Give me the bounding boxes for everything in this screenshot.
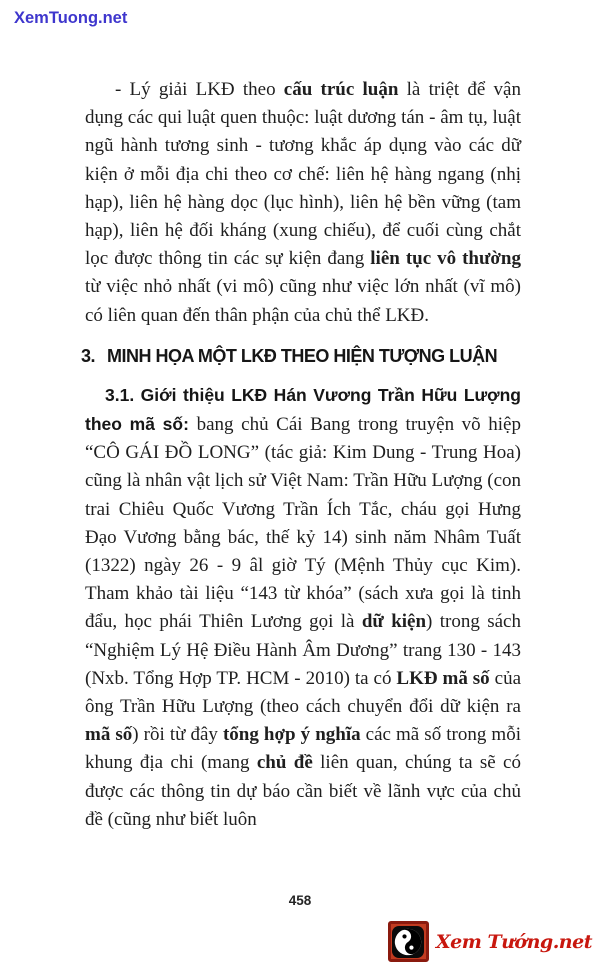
page-number: 458 xyxy=(288,893,312,908)
logo-site-name: Xem Tướng.net xyxy=(435,930,592,953)
text-run-bold: mã số xyxy=(85,724,133,746)
yinyang-icon xyxy=(388,921,429,962)
text-run-bold: LKĐ mã số xyxy=(396,667,490,689)
text-run-bold-sans: 3.1. Giới thiệu LKĐ Hán Vương Trần Hữu Lượng theo mã số: xyxy=(85,384,521,435)
yinyang-glyph xyxy=(394,928,422,956)
text-run: ) rồi từ đây xyxy=(132,724,223,746)
text-run: của ông Trần Hữu Lượng (theo cách chuyển đổi dữ kiện ra xyxy=(85,667,521,718)
page-content xyxy=(81,76,521,834)
paragraph-intro-lkd xyxy=(85,381,521,834)
text-run: ) trong sách “Nghiệm Lý Hệ Điều Hành Âm Dương” trang 130 - 143 (Nxb. Tổng Hợp TP. HCM - 2010) ta có xyxy=(85,611,521,689)
text-run: liên quan, chúng ta sẽ có được các thông tin dự báo cần biết về lãnh vực của chủ đề (cũng như biết luôn xyxy=(85,752,521,830)
section-title: MINH HỌA MỘT LKĐ THEO HIỆN TƯỢNG LUẬN xyxy=(107,345,498,366)
section-heading xyxy=(81,346,521,367)
xemtuong-watermark-link[interactable]: XemTuong.net xyxy=(14,9,128,27)
text-run-bold: dữ kiện xyxy=(361,611,427,633)
text-run: từ việc nhỏ nhất (vi mô) cũng như việc lớn nhất (vĩ mô) có liên quan đến thân phận của chủ thể LKĐ. xyxy=(85,276,521,326)
text-run: các mã số trong mỗi khung địa chi (mang xyxy=(85,724,521,774)
text-run: - Lý giải LKĐ theo xyxy=(115,79,284,100)
section-number: 3. xyxy=(81,345,96,366)
paragraph-structural-analysis xyxy=(85,76,521,330)
text-run-bold: liên tục vô thường xyxy=(370,248,521,270)
text-run: là triệt để vận dụng các qui luật quen thuộc: luật dương tán - âm tụ, luật ngũ hành tương sinh - tương khắc áp dụng vào các dữ kiện ở mỗi địa chi theo cơ chế: liên hệ hàng ngang (nhị hạp), liên hệ hàng dọc (lục hình), liên hệ bền vững (tam hạp), liên hệ đối kháng (xung chiếu), để cuối cùng chắt lọc được thông tin các sự kiện đang xyxy=(85,79,521,270)
text-run-bold: tổng hợp ý nghĩa xyxy=(222,724,361,746)
yinyang-icon-frame xyxy=(392,926,424,958)
xemtuong-logo-link[interactable] xyxy=(388,921,592,962)
text-run: bang chủ Cái Bang trong truyện võ hiệp “CÔ GÁI ĐỒ LONG” (tác giả: Kim Dung - Trung Hoa) cũng là nhân vật lịch sử Việt Nam: Trần Hữu Lượng (con trai Chiêu Quốc Vương Trần Ích Tắc, cháu gọi Hưng Đạo Vương bằng bác, thế kỷ 14) sinh năm Nhâm Tuất (1322) ngày 26 - 9 âl giờ Tý (Mệnh Thủy cục Kim). Tham khảo tài liệu “143 từ khóa” (sách xưa gọi là tinh đẩu, học phái Thiên Lương gọi là xyxy=(85,414,521,633)
text-run-bold: cấu trúc luận xyxy=(283,79,399,100)
text-run-bold: chủ đề xyxy=(256,752,313,774)
